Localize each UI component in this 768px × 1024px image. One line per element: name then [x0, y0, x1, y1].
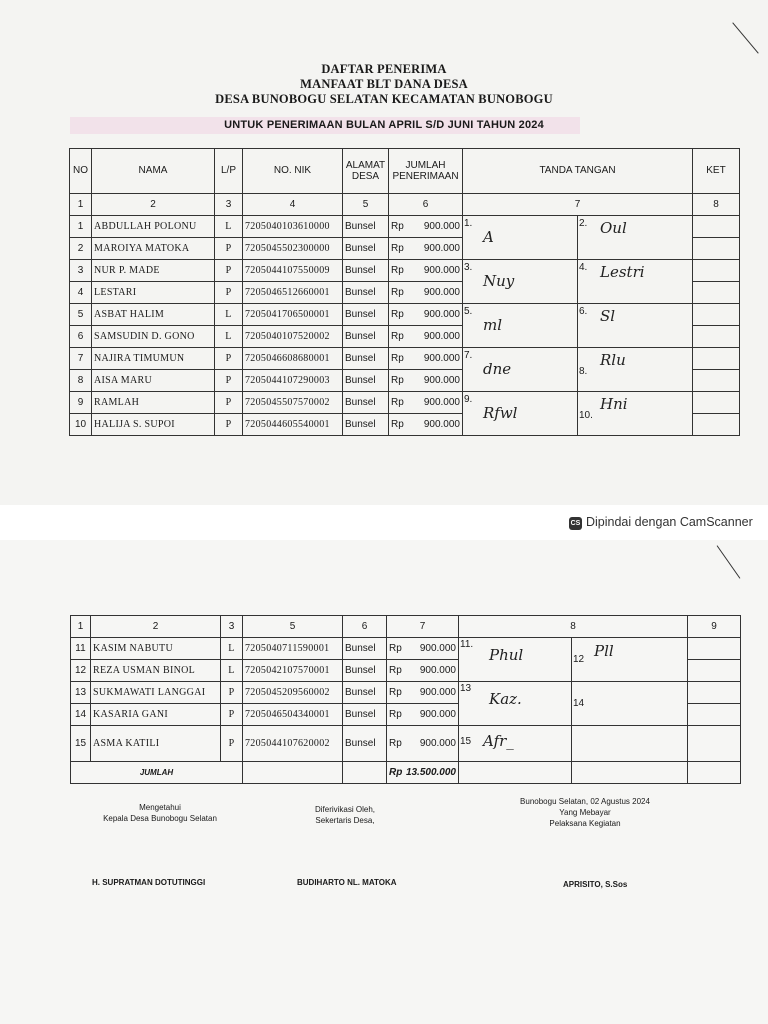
cell-alamat: Bunsel — [343, 704, 387, 726]
cell-nama: NUR P. MADE — [92, 260, 215, 282]
cell-jumlah — [387, 726, 459, 762]
footer-right-line2: Yang Mebayar — [559, 808, 611, 818]
cell-jumlah — [389, 370, 463, 392]
cell-nik: 7205042107570001 — [243, 660, 343, 682]
header-lp: L/P — [215, 149, 243, 194]
cell-nama: MAROIYA MATOKA — [92, 238, 215, 260]
doc-title-line2: MANFAAT BLT DANA DESA — [300, 77, 468, 91]
cell-jumlah — [389, 304, 463, 326]
handwritten-signature: Hni — [600, 395, 628, 413]
signature-number: 6. — [579, 306, 588, 317]
cell-lp: L — [215, 216, 243, 238]
header-no: NO — [70, 149, 92, 194]
col-number: 1 — [71, 616, 91, 638]
col-number: 4 — [243, 194, 343, 216]
total-label: JUMLAH — [71, 762, 243, 784]
handwritten-signature: Pll — [594, 642, 614, 660]
cell-no: 7 — [70, 348, 92, 370]
currency-label: Rp — [391, 287, 404, 298]
currency-label: Rp — [389, 738, 402, 749]
handwritten-signature: Rfwl — [483, 404, 518, 422]
cell-jumlah — [387, 682, 459, 704]
recipient-table-2 — [70, 615, 741, 784]
handwritten-signature: Lestri — [600, 263, 645, 281]
cell-jumlah — [389, 414, 463, 436]
currency-label: Rp — [389, 665, 402, 676]
handwritten-signature: Nuy — [483, 272, 515, 290]
cell-nik: 7205040103610000 — [243, 216, 343, 238]
cell-alamat: Bunsel — [343, 726, 387, 762]
signature-number: 1. — [464, 218, 473, 229]
amount-value: 900.000 — [423, 287, 460, 298]
table-row — [70, 260, 740, 282]
col-number: 7 — [463, 194, 693, 216]
signature-cell — [572, 682, 688, 726]
cell-alamat: Bunsel — [343, 392, 389, 414]
cell-lp: P — [215, 370, 243, 392]
cell-ket — [688, 726, 741, 762]
cell-no: 13 — [71, 682, 91, 704]
cell-jumlah — [387, 660, 459, 682]
cell-empty — [572, 762, 688, 784]
cell-nik: 7205045507570002 — [243, 392, 343, 414]
cell-ket — [688, 704, 741, 726]
column-number-row — [70, 194, 740, 216]
cell-no: 5 — [70, 304, 92, 326]
signature-cell — [578, 348, 693, 392]
currency-label: Rp — [391, 243, 404, 254]
footer-mid-line1: Diferivikasi Oleh, — [314, 805, 375, 814]
header-nik: NO. NIK — [243, 149, 343, 194]
cell-lp: L — [215, 304, 243, 326]
footer-left-name: H. SUPRATMAN DOTUTINGGI — [92, 878, 206, 887]
cell-lp: P — [215, 238, 243, 260]
cell-no: 4 — [70, 282, 92, 304]
signature-cell — [463, 348, 578, 392]
cell-nama: AISA MARU — [92, 370, 215, 392]
cell-jumlah — [389, 216, 463, 238]
amount-value: 900.000 — [423, 353, 460, 364]
table-row — [70, 216, 740, 238]
amount-value: 900.000 — [419, 665, 456, 676]
col-number: 9 — [688, 616, 741, 638]
header-jumlah: JUMLAH PENERIMAAN — [389, 149, 463, 194]
total-amount — [387, 762, 459, 784]
signature-cell — [572, 638, 688, 682]
cell-jumlah — [389, 282, 463, 304]
footer-left-line2: Kepala Desa Bunobogu Selatan — [103, 814, 217, 824]
cell-no: 15 — [71, 726, 91, 762]
footer-middle — [270, 804, 420, 826]
handwritten-signature: Rlu — [600, 351, 626, 369]
header-nama: NAMA — [92, 149, 215, 194]
cell-nama: ABDULLAH POLONU — [92, 216, 215, 238]
cell-ket — [693, 216, 740, 238]
footer-right — [500, 796, 670, 830]
header-ket: KET — [693, 149, 740, 194]
cell-lp: L — [221, 638, 243, 660]
amount-value: 900.000 — [423, 375, 460, 386]
cell-lp: P — [221, 726, 243, 762]
footer-right-name: APRISITO, S.Sos — [563, 880, 628, 889]
amount-value: 900.000 — [423, 309, 460, 320]
cell-no: 6 — [70, 326, 92, 348]
signature-cell — [463, 260, 578, 304]
footer-right-line1: Bunobogu Selatan, 02 Agustus 2024 — [520, 797, 650, 806]
footer-left-line1: Mengetahui — [139, 803, 181, 812]
cell-nama: ASBAT HALIM — [92, 304, 215, 326]
handwritten-signature: Afr_ — [483, 732, 514, 750]
cell-nik: 7205044107550009 — [243, 260, 343, 282]
cell-nama: ASMA KATILI — [91, 726, 221, 762]
signature-number: 11. — [460, 639, 474, 650]
cell-nama: NAJIRA TIMUMUN — [92, 348, 215, 370]
cell-nik: 7205040711590001 — [243, 638, 343, 660]
amount-value: 900.000 — [419, 687, 456, 698]
col-number: 8 — [459, 616, 688, 638]
cell-nik: 7205046504340001 — [243, 704, 343, 726]
col-number: 2 — [91, 616, 221, 638]
cell-lp: L — [215, 326, 243, 348]
cell-alamat: Bunsel — [343, 260, 389, 282]
currency-label: Rp — [391, 397, 404, 408]
doc-title-line3: DESA BUNOBOGU SELATAN KECAMATAN BUNOBOGU — [215, 92, 553, 106]
amount-value: 900.000 — [419, 738, 456, 749]
cell-ket — [693, 260, 740, 282]
table-header-row — [70, 149, 740, 194]
cell-no: 14 — [71, 704, 91, 726]
cell-jumlah — [389, 260, 463, 282]
cell-ket — [693, 348, 740, 370]
signature-number: 3. — [464, 262, 473, 273]
cell-no: 10 — [70, 414, 92, 436]
signature-cell — [459, 638, 572, 682]
footer-left — [60, 802, 260, 824]
signature-number: 9. — [464, 394, 473, 405]
doc-subtitle: UNTUK PENERIMAAN BULAN APRIL S/D JUNI TAHUN 2024 — [224, 119, 544, 131]
currency-label: Rp — [391, 375, 404, 386]
cell-nama: SAMSUDIN D. GONO — [92, 326, 215, 348]
signature-number: 13 — [460, 683, 472, 694]
signature-number: 10. — [579, 410, 593, 421]
currency-label: Rp — [391, 419, 404, 430]
header-tanda-tangan: TANDA TANGAN — [463, 149, 693, 194]
cell-no: 2 — [70, 238, 92, 260]
cell-ket — [693, 282, 740, 304]
currency-label: Rp — [389, 687, 402, 698]
cell-nik: 7205044107620002 — [243, 726, 343, 762]
cell-alamat: Bunsel — [343, 304, 389, 326]
cell-nama: KASARIA GANI — [91, 704, 221, 726]
cell-nik: 7205040107520002 — [243, 326, 343, 348]
table-row — [70, 392, 740, 414]
cell-jumlah — [387, 638, 459, 660]
cell-ket — [693, 414, 740, 436]
cell-ket — [693, 304, 740, 326]
cell-lp: P — [221, 682, 243, 704]
amount-value: 900.000 — [423, 331, 460, 342]
signature-cell — [578, 392, 693, 436]
cell-nama: HALIJA S. SUPOI — [92, 414, 215, 436]
cell-nik: 7205046608680001 — [243, 348, 343, 370]
currency-label: Rp — [391, 331, 404, 342]
handwritten-signature: Sl — [600, 307, 616, 325]
signature-cell — [578, 304, 693, 348]
column-number-row — [71, 616, 741, 638]
signature-cell — [459, 726, 572, 762]
col-number: 8 — [693, 194, 740, 216]
cell-alamat: Bunsel — [343, 348, 389, 370]
cell-ket — [693, 326, 740, 348]
signature-number: 4. — [579, 262, 588, 273]
signature-cell — [463, 216, 578, 260]
cell-jumlah — [389, 392, 463, 414]
col-number: 6 — [389, 194, 463, 216]
cell-ket — [688, 682, 741, 704]
cell-alamat: Bunsel — [343, 238, 389, 260]
amount-value: 900.000 — [423, 243, 460, 254]
table-row — [70, 304, 740, 326]
currency-label: Rp — [389, 709, 402, 720]
scanner-badge-text: Dipindai dengan CamScanner — [586, 515, 753, 529]
amount-value: 900.000 — [419, 643, 456, 654]
cell-nik: 7205045502300000 — [243, 238, 343, 260]
currency-label: Rp — [389, 643, 402, 654]
footer-right-line3: Pelaksana Kegiatan — [549, 819, 621, 829]
col-number: 7 — [387, 616, 459, 638]
amount-value: 900.000 — [423, 265, 460, 276]
cell-no: 1 — [70, 216, 92, 238]
signature-cell — [578, 216, 693, 260]
handwritten-signature: Phul — [489, 646, 524, 664]
signature-number: 14 — [573, 698, 585, 709]
cell-ket — [693, 370, 740, 392]
amount-value: 900.000 — [423, 397, 460, 408]
signature-cell-empty — [572, 726, 688, 762]
cell-lp: P — [215, 348, 243, 370]
cell-no: 8 — [70, 370, 92, 392]
handwritten-signature: ml — [483, 316, 503, 334]
table-row — [70, 348, 740, 370]
total-value: 13.500.000 — [405, 767, 456, 778]
amount-value: 900.000 — [423, 419, 460, 430]
cell-ket — [693, 392, 740, 414]
cell-alamat: Bunsel — [343, 638, 387, 660]
cell-nik: 7205044107290003 — [243, 370, 343, 392]
cell-alamat: Bunsel — [343, 326, 389, 348]
currency-label: Rp — [391, 353, 404, 364]
cell-nik: 7205041706500001 — [243, 304, 343, 326]
cell-no: 12 — [71, 660, 91, 682]
doc-title-line1: DAFTAR PENERIMA — [321, 62, 447, 76]
scan-edge-mark — [717, 545, 741, 578]
signature-cell — [463, 304, 578, 348]
currency-label: Rp — [391, 221, 404, 232]
cell-empty — [243, 762, 343, 784]
cell-lp: P — [215, 260, 243, 282]
col-number: 5 — [243, 616, 343, 638]
signature-number: 2. — [579, 218, 588, 229]
handwritten-signature: A — [483, 228, 494, 246]
handwritten-signature: dne — [483, 360, 512, 378]
cell-empty — [688, 762, 741, 784]
cell-nik: 7205044605540001 — [243, 414, 343, 436]
amount-value: 900.000 — [423, 221, 460, 232]
cell-empty — [459, 762, 572, 784]
recipient-table-1 — [69, 148, 740, 436]
signature-number: 7. — [464, 350, 473, 361]
handwritten-signature: Oul — [600, 219, 627, 237]
signature-number: 12 — [573, 654, 585, 665]
scan-edge-mark — [732, 22, 758, 53]
signature-cell — [463, 392, 578, 436]
table-row — [71, 726, 741, 762]
cell-nama: LESTARI — [92, 282, 215, 304]
cell-nama: SUKMAWATI LANGGAI — [91, 682, 221, 704]
cell-lp: P — [215, 414, 243, 436]
cell-alamat: Bunsel — [343, 682, 387, 704]
handwritten-signature: Kaz. — [489, 690, 522, 708]
total-row — [71, 762, 741, 784]
cell-alamat: Bunsel — [343, 216, 389, 238]
cell-nik: 7205046512660001 — [243, 282, 343, 304]
signature-number: 8. — [579, 366, 588, 377]
cell-ket — [688, 660, 741, 682]
cell-no: 11 — [71, 638, 91, 660]
signature-number: 5. — [464, 306, 473, 317]
col-number: 3 — [221, 616, 243, 638]
col-number: 3 — [215, 194, 243, 216]
camscanner-icon: CS — [569, 517, 582, 530]
cell-ket — [688, 638, 741, 660]
signature-cell — [578, 260, 693, 304]
cell-alamat: Bunsel — [343, 282, 389, 304]
col-number: 2 — [92, 194, 215, 216]
amount-value: 900.000 — [419, 709, 456, 720]
scanner-badge — [569, 515, 753, 530]
cell-jumlah — [389, 238, 463, 260]
cell-nama: KASIM NABUTU — [91, 638, 221, 660]
cell-lp: P — [215, 392, 243, 414]
table-row — [71, 682, 741, 704]
signature-cell — [459, 682, 572, 726]
cell-lp: L — [221, 660, 243, 682]
cell-jumlah — [387, 704, 459, 726]
header-alamat: ALAMAT DESA — [343, 149, 389, 194]
cell-no: 3 — [70, 260, 92, 282]
cell-jumlah — [389, 326, 463, 348]
cell-nama: RAMLAH — [92, 392, 215, 414]
table-row — [71, 638, 741, 660]
footer-mid-line2: Sekertaris Desa, — [315, 816, 375, 826]
cell-jumlah — [389, 348, 463, 370]
currency-label: Rp — [389, 767, 403, 778]
cell-ket — [693, 238, 740, 260]
cell-alamat: Bunsel — [343, 660, 387, 682]
signature-number: 15 — [460, 736, 472, 747]
footer-mid-name: BUDIHARTO NL. MATOKA — [297, 878, 397, 887]
cell-alamat: Bunsel — [343, 414, 389, 436]
currency-label: Rp — [391, 265, 404, 276]
cell-nik: 7205045209560002 — [243, 682, 343, 704]
cell-empty — [343, 762, 387, 784]
cell-lp: P — [221, 704, 243, 726]
cell-alamat: Bunsel — [343, 370, 389, 392]
col-number: 5 — [343, 194, 389, 216]
cell-nama: REZA USMAN BINOL — [91, 660, 221, 682]
col-number: 6 — [343, 616, 387, 638]
cell-lp: P — [215, 282, 243, 304]
col-number: 1 — [70, 194, 92, 216]
cell-no: 9 — [70, 392, 92, 414]
currency-label: Rp — [391, 309, 404, 320]
